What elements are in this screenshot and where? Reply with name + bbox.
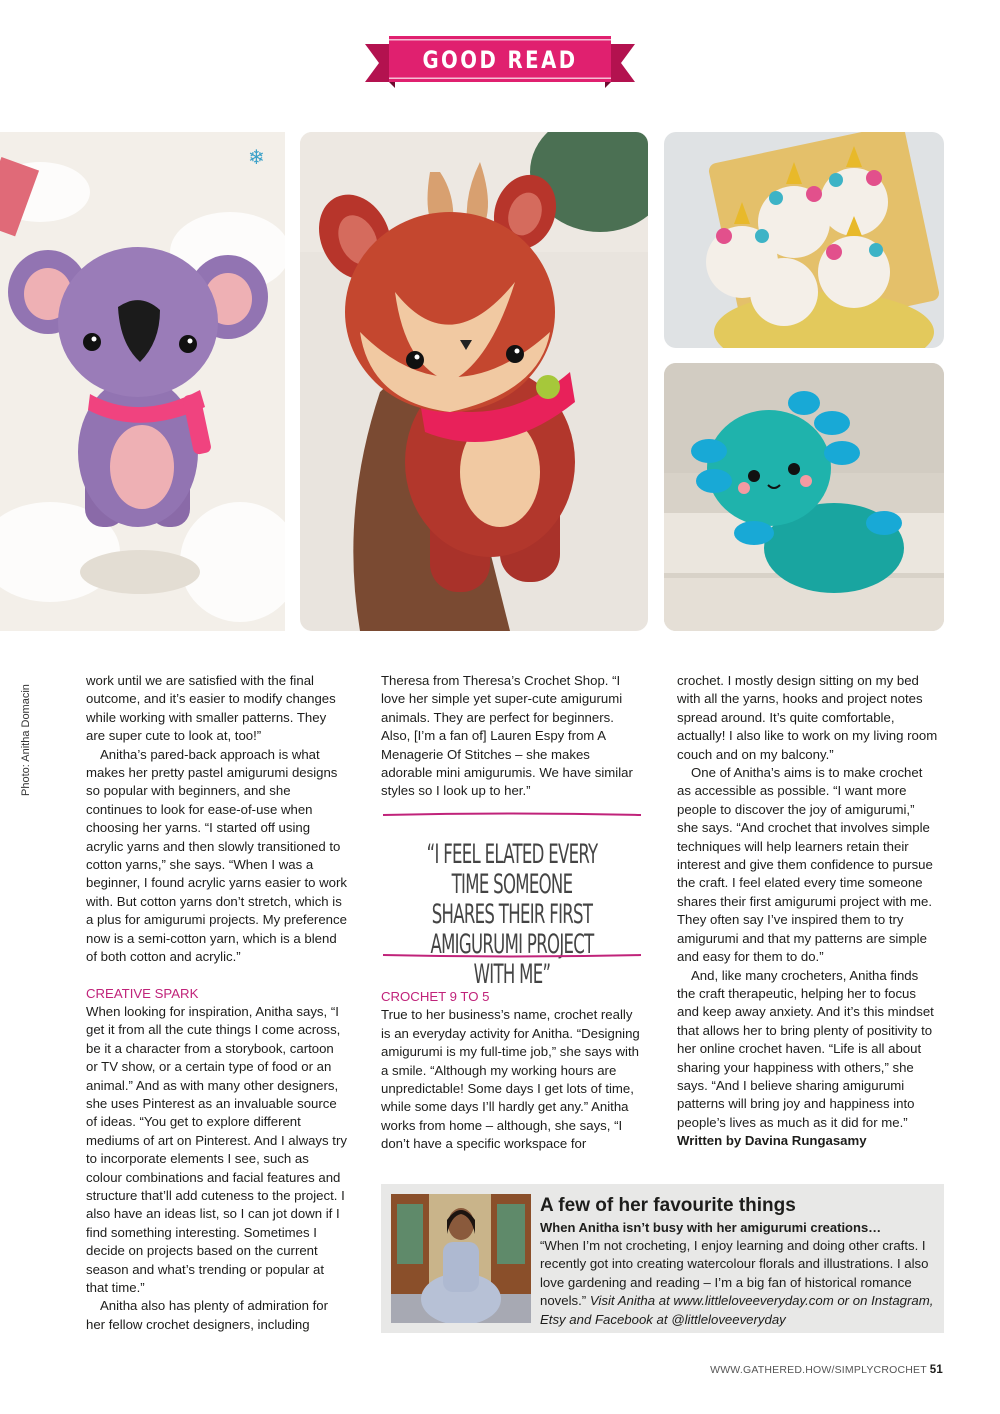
favourite-things-box bbox=[381, 1184, 944, 1333]
article-column-2-lower bbox=[381, 970, 643, 1154]
box-body-text: “When I’m not crocheting, I enjoy learning and doing other crafts. I recently got into creating watercolour florals and illustrations. I also love gardening and reading – I’m a big fan of historical romance novels.” bbox=[540, 1238, 929, 1309]
unicorn-amigurumi-photo bbox=[664, 132, 944, 348]
paragraph: True to her business’s name, crochet really is an everyday activity for Anitha. “Designing amigurumi is my full-time job,” she says with a smile. “Although my working hours are unpredictable! Some days I get lots of time, while some days I’ll hardly get any.” Anitha works from home – although, she says, “I don’t have a specific workspace for bbox=[381, 1007, 640, 1152]
paragraph: And, like many crocheters, Anitha finds the craft therapeutic, helping her to focus and keep away anxiety. And it’s this mindset that allows her to bring plenty of positivity to her online crochet haven. “Life is all about sharing your happiness with others,” she says. “And I believe sharing amigurumi patterns will bring joy and happiness into people’s lives as much as it did for me.” bbox=[677, 967, 934, 1130]
page-footer bbox=[710, 1364, 943, 1376]
section-banner bbox=[365, 36, 635, 90]
box-body bbox=[540, 1237, 936, 1329]
pull-quote-top-rule bbox=[381, 812, 643, 818]
article-column-1 bbox=[86, 672, 348, 1334]
paragraph: When looking for inspiration, Anitha says, “I get it from all the cute things I come across, be it a character from a storybook, cartoon or TV show, or a certain type of food or an animal.” And as with many other designers, she uses Pinterest as an invaluable source of ideas. “You get to explore different mediums of art on Pinterest. And I always try to incorporate elements I see, such as colour combinations and facial features and structure that’ll add cuteness to the project. I also have an ideas list, so I can jot down if I find something interesting. Sometimes I decide on projects based on the current season and what’s trending or popular at that time.” bbox=[86, 1003, 347, 1295]
article-column-2 bbox=[381, 672, 643, 801]
subheading-creative-spark: CREATIVE SPARK bbox=[86, 985, 199, 1001]
pull-quote-text: “I FEEL ELATED EVERY TIME SOMEONE SHARES THEIR FIRST AMIGURUMI PROJECT WITH ME” bbox=[426, 839, 598, 990]
anitha-portrait-photo bbox=[391, 1194, 531, 1323]
subheading-crochet-9-to-5: CROCHET 9 TO 5 bbox=[381, 989, 490, 1004]
footer-url: WWW.GATHERED.HOW/SIMPLYCROCHET bbox=[710, 1364, 927, 1376]
box-title: A few of her favourite things bbox=[540, 1195, 796, 1216]
pull-quote bbox=[381, 812, 643, 990]
svg-text:❄: ❄ bbox=[248, 145, 265, 169]
axolotl-amigurumi-photo bbox=[664, 363, 944, 631]
byline: Written by Davina Rungasamy bbox=[677, 1133, 867, 1149]
box-visit-links: Visit Anitha at www.littleloveeveryday.com or on Instagram, Etsy and Facebook at @littleloveeveryday bbox=[540, 1293, 934, 1327]
pull-quote-bottom-rule bbox=[381, 952, 643, 958]
paragraph: Theresa from Theresa’s Crochet Shop. “I love her simple yet super-cute amigurumi animals. They are perfect for beginners. Also, [I’m a fan of] Lauren Espy from A Menagerie Of Stitches – she makes adorable mini amigurumis. We have similar styles so I look up to her.” bbox=[381, 673, 633, 799]
koala-amigurumi-photo bbox=[0, 132, 285, 631]
box-subtitle: When Anitha isn’t busy with her amigurumi creations… bbox=[540, 1220, 882, 1235]
article-column-3 bbox=[677, 672, 939, 1151]
deer-amigurumi-photo bbox=[300, 132, 648, 631]
banner-label: GOOD READ bbox=[422, 46, 578, 74]
paragraph: Anitha also has plenty of admiration for her fellow crochet designers, including bbox=[86, 1298, 328, 1332]
paragraph: work until we are satisfied with the final outcome, and it’s easier to modify changes while working with smaller patterns. They are super cute to look at, too!” bbox=[86, 673, 336, 744]
paragraph: crochet. I mostly design sitting on my bed with all the yarns, hooks and project notes spread around. It’s quite comfortable, actually! I also like to work on my living room couch and on my balcony.” bbox=[677, 673, 938, 762]
paragraph: One of Anitha’s aims is to make crochet as accessible as possible. “I want more people to discover the joy of amigurumi,” she says. “And crochet that involves simple techniques will help learners retain their interest and give them confidence to pursue the craft. I feel elated every time someone shares their first amigurumi project with me. They often say I’ve inspired them to try amigurumi and that my patterns are simple and easy for them to do.” bbox=[677, 765, 933, 965]
photo-credit: Photo: Anitha Domacin bbox=[20, 684, 32, 796]
page-number: 51 bbox=[929, 1364, 943, 1376]
paragraph: Anitha’s pared-back approach is what makes her pretty pastel amigurumi designs so popular with beginners, and she continues to look for ease-of-use when choosing her yarns. “I started off using acrylic yarns and then slowly transitioned to cotton yarns,” she says. “When I was a beginner, I found acrylic yarns easier to work with. But cotton yarns don’t stretch, which is a plus for amigurumi projects. My preference now is a semi-cotton yarn, which is a blend of both cotton and acrylic.” bbox=[86, 746, 347, 965]
